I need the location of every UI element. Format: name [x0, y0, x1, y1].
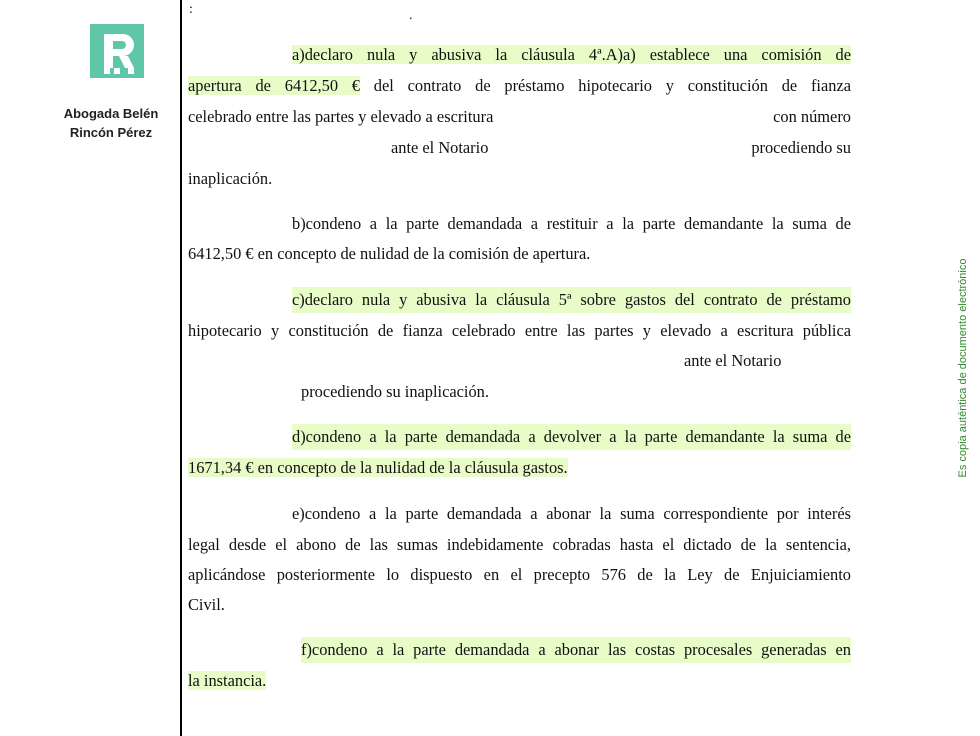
paragraph-c-line3: ante el Notario: [684, 351, 782, 370]
paragraph-f-line2: la instancia.: [188, 671, 267, 690]
paragraph-e-line4: Civil.: [188, 595, 225, 614]
paragraph-f-line1: f)condeno a la parte demandada a abonar las costas procesales generadas en: [188, 637, 851, 663]
paragraph-b-line1: b)condeno a la parte demandada a restituir a la parte demandante la suma de: [292, 214, 851, 233]
top-mark: :: [189, 2, 193, 17]
logo-icon: [90, 24, 144, 78]
paragraph-e-line3: aplicándose posteriormente lo dispuesto en el precepto 576 de la Ley de Enjuiciamiento: [188, 565, 851, 584]
authenticity-stamp: Es copia auténtica de documento electrónico: [957, 258, 969, 478]
margin-line: [180, 0, 182, 736]
paragraph-a-line3: celebrado entre las partes y elevado a escritura con número: [188, 107, 851, 126]
paragraph-a-line4: ante el Notario procediendo su: [391, 138, 851, 157]
top-marks: [0, 2, 980, 22]
paragraph-c-line2: hipotecario y constitución de fianza celebrado entre las partes y elevado a escritura pública: [188, 321, 851, 340]
paragraph-a-line1: a)declaro nula y abusiva la cláusula 4ª.A)a) establece una comisión de: [292, 45, 851, 64]
paragraph-d-line1: d)condeno a la parte demandada a devolver a la parte demandante la suma de: [188, 424, 851, 450]
paragraph-c-line4: procediendo su inaplicación.: [301, 382, 489, 401]
lawyer-name-line1: Abogada Belén: [63, 106, 159, 121]
sidebar: [0, 0, 180, 736]
paragraph-a-line2: apertura de 6412,50 € del contrato de préstamo hipotecario y constitución de fianza: [188, 76, 851, 95]
top-mark: .: [409, 8, 413, 23]
lawyer-name-line2: Rincón Pérez: [69, 125, 153, 140]
paragraph-e-line2: legal desde el abono de las sumas indebidamente cobradas hasta el dictado de la sentencia,: [188, 535, 851, 554]
lawyer-name: [55, 104, 167, 142]
paragraph-b-line2: 6412,50 € en concepto de nulidad de la comisión de apertura.: [188, 244, 591, 263]
paragraph-d-line2: 1671,34 € en concepto de la nulidad de la cláusula gastos.: [188, 458, 568, 477]
paragraph-c-line1: c)declaro nula y abusiva la cláusula 5ª sobre gastos del contrato de préstamo: [188, 287, 851, 313]
paragraph-e-line1: e)condeno a la parte demandada a abonar la suma correspondiente por interés: [292, 504, 851, 523]
paragraph-a-line5: inaplicación.: [188, 169, 273, 188]
